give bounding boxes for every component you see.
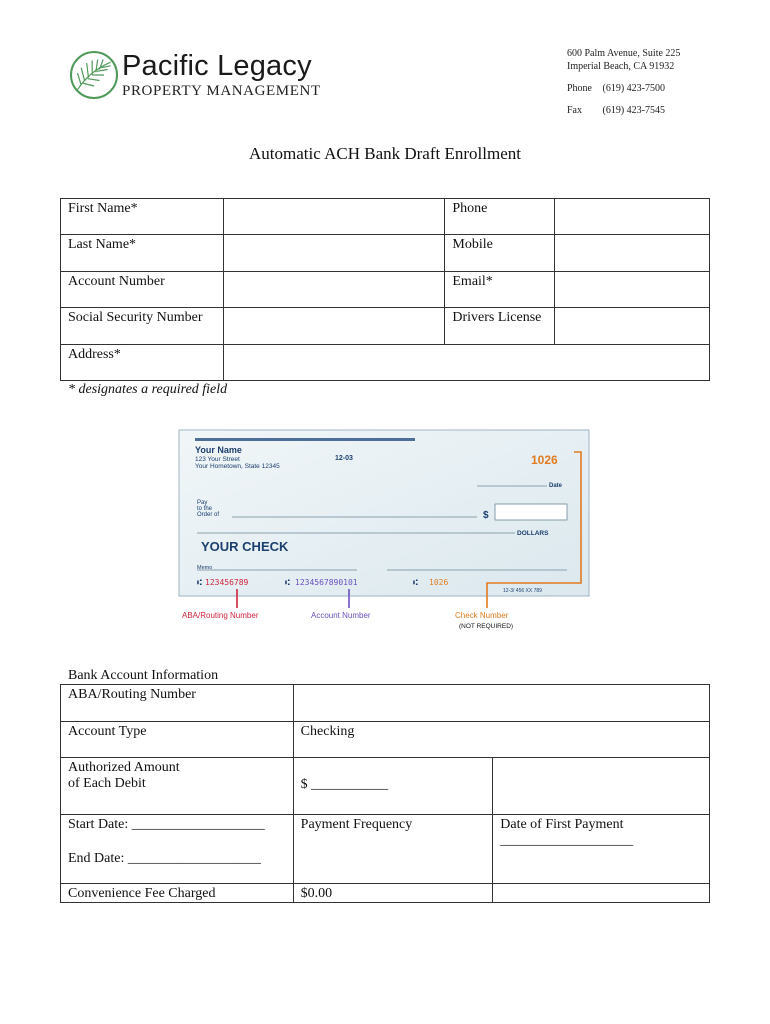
fax-value: (619) 423-7545 [602,105,665,116]
payment-frequency-label[interactable]: Payment Frequency [293,815,493,884]
table-row [61,308,710,344]
first-name-label: First Name* [61,199,224,235]
table-row [61,815,710,884]
table-row [61,271,710,307]
sample-check-image [177,428,591,638]
first-payment-field[interactable]: ___________________ [500,833,634,848]
svg-text:⑆: ⑆ [285,578,290,587]
phone-label: Phone [567,83,592,94]
ssn-field[interactable] [223,308,445,344]
amount-label-line-2: of Each Debit [68,776,146,791]
company-subtitle: PROPERTY MANAGEMENT [122,83,321,99]
end-date-field[interactable]: End Date: ___________________ [68,851,261,866]
check-number-top: 1026 [531,453,558,467]
svg-text:⑆: ⑆ [197,578,202,587]
svg-text:⑆: ⑆ [413,578,418,587]
bank-section-title: Bank Account Information [68,668,219,683]
check-pay-line-1: Pay [197,500,208,506]
first-name-field[interactable] [223,199,445,235]
email-field[interactable] [555,271,710,307]
drivers-license-label: Drivers License [445,308,555,344]
drivers-license-field[interactable] [555,308,710,344]
amount-label [61,758,294,815]
micr-routing: 123456789 [205,578,249,587]
account-type-label: Account Type [61,722,294,758]
address-line-1: 600 Palm Avenue, Suite 225 [567,48,681,59]
bank-info-table [60,684,710,903]
check-street: 123 Your Street [195,456,240,463]
check-date-code: 12-03 [335,455,353,462]
company-name: Pacific Legacy [122,50,312,82]
check-pay-line-2: to the [197,506,213,512]
amount-value: $ ___________ [300,777,389,792]
table-row [61,758,710,815]
micr-check: 1026 [429,578,449,587]
account-number-label: Account Number [61,271,224,307]
account-type-value[interactable]: Checking [293,722,709,758]
check-number-label: Check Number [455,611,509,620]
account-number-caption: Account Number [311,611,371,620]
fax-label: Fax [567,105,582,116]
page-title: Automatic ACH Bank Draft Enrollment [249,144,521,163]
fee-label: Convenience Fee Charged [61,884,294,903]
company-logo [70,50,320,102]
amount-field[interactable] [293,758,493,815]
start-date-field[interactable]: Start Date: ___________________ [68,817,265,832]
micr-account: 1234567890101 [295,578,358,587]
check-your-check: YOUR CHECK [201,539,289,554]
check-pay-line-3: Order of [197,512,220,518]
check-city: Your Hometown, State 12345 [195,463,280,470]
routing-label: ABA/Routing Number [61,685,294,722]
phone-value: (619) 423-7500 [602,83,665,94]
last-name-label: Last Name* [61,235,224,271]
amount-extra-cell [493,758,710,815]
phone-label: Phone [445,199,555,235]
last-name-field[interactable] [223,235,445,271]
fee-extra-cell [493,884,710,903]
check-fraction-code: 12-3/ 456 XX 789 [503,588,542,594]
account-number-field[interactable] [223,271,445,307]
address-label: Address* [61,344,224,380]
palm-leaf-icon [70,51,118,99]
table-row [61,344,710,380]
address-line-2: Imperial Beach, CA 91932 [567,61,675,72]
table-row [61,235,710,271]
fee-value: $0.00 [293,884,493,903]
first-payment-cell [493,815,710,884]
phone-field[interactable] [555,199,710,235]
address-field[interactable] [223,344,709,380]
not-required-label: (NOT REQUIRED) [459,623,514,630]
email-label: Email* [445,271,555,307]
first-payment-label: Date of First Payment [500,817,624,832]
table-row [61,199,710,235]
required-field-note: * designates a required field [68,382,228,397]
check-dollar-sign: $ [483,510,489,521]
company-contact [567,47,680,117]
ssn-label: Social Security Number [61,308,224,344]
routing-number-label: ABA/Routing Number [182,611,259,620]
mobile-field[interactable] [555,235,710,271]
check-date-label: Date [549,483,563,489]
amount-label-line-1: Authorized Amount [68,760,180,775]
table-row [61,884,710,903]
routing-field[interactable] [293,685,709,722]
table-row [61,685,710,722]
check-dollars-label: DOLLARS [517,530,549,537]
table-row [61,722,710,758]
check-name: Your Name [195,445,242,455]
personal-info-table [60,198,710,381]
check-memo-label: Memo [197,565,213,571]
mobile-label: Mobile [445,235,555,271]
date-range-cell [61,815,294,884]
